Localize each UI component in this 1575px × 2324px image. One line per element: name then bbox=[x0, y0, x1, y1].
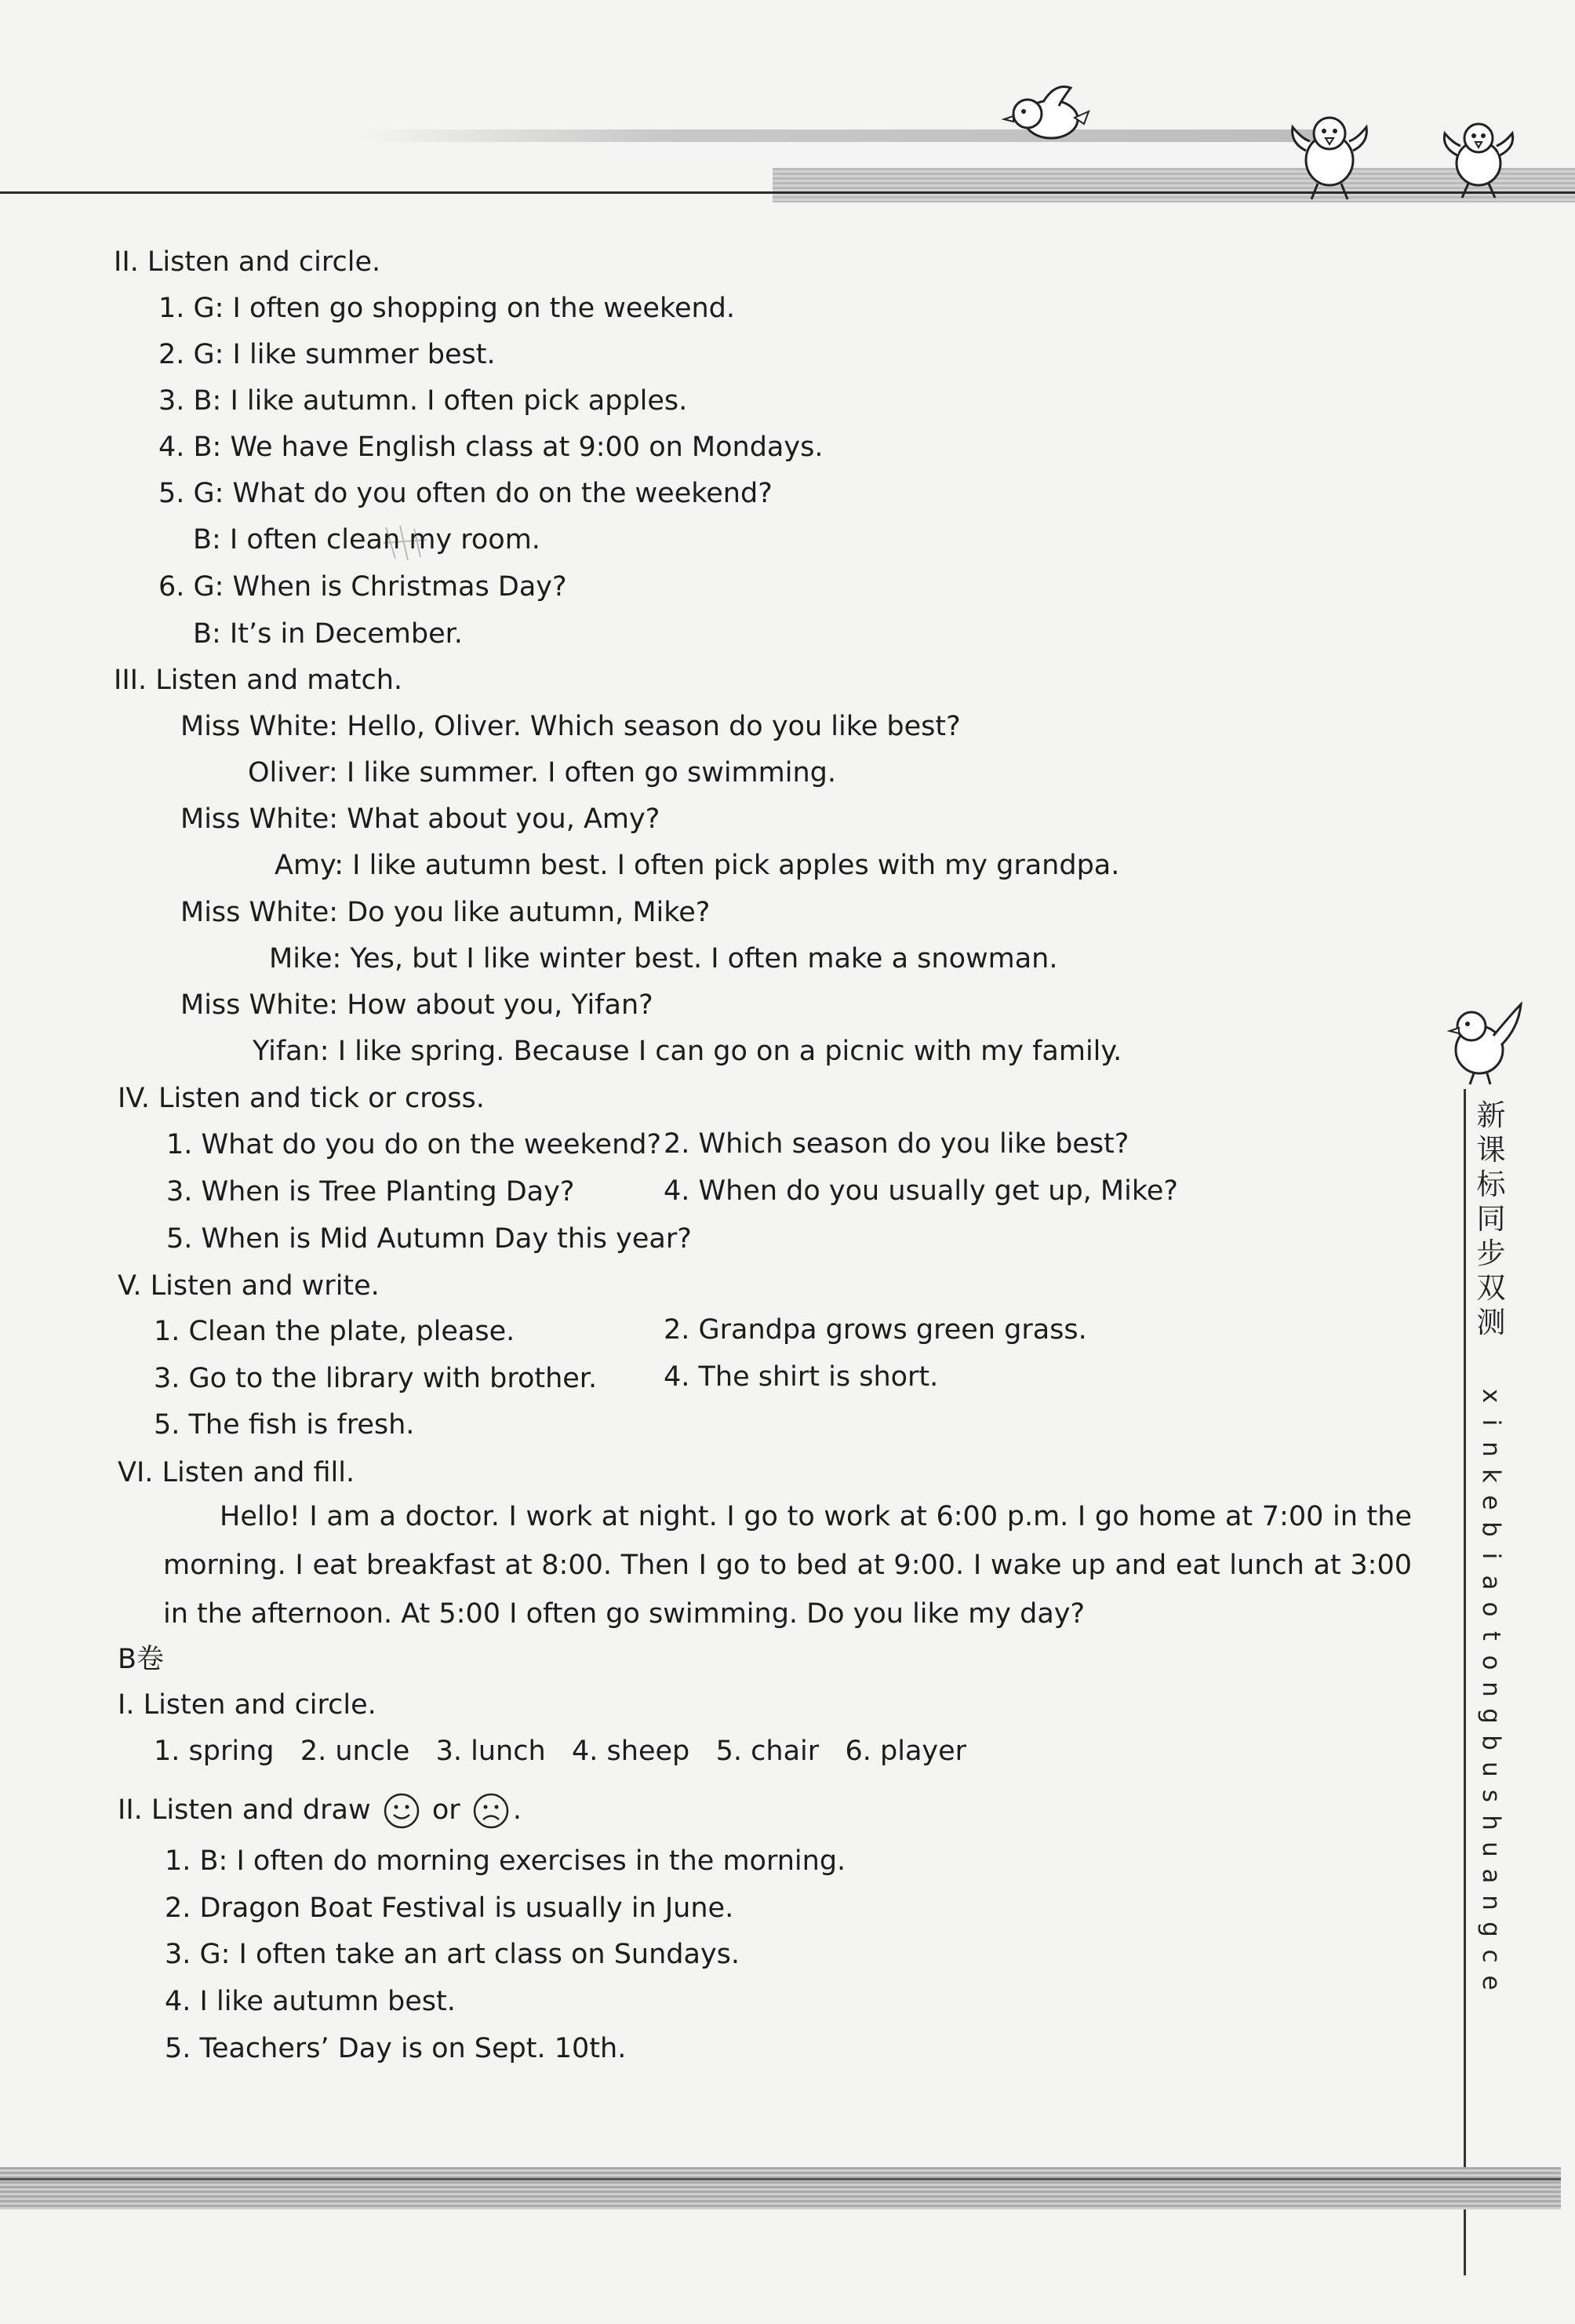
list-item: 6. G: When is Christmas Day? bbox=[158, 571, 567, 603]
side-title-chinese bbox=[1469, 1098, 1513, 1340]
side-letter: b bbox=[1477, 1735, 1505, 1750]
bird-flying-icon bbox=[996, 78, 1090, 153]
side-rule bbox=[1464, 1089, 1466, 2275]
word-list: 1. spring 2. uncle 3. lunch 4. sheep 5. chair 6. player bbox=[154, 1736, 967, 1767]
side-char: 双 bbox=[1476, 1271, 1506, 1305]
section-title: IV. Listen and tick or cross. bbox=[118, 1083, 485, 1114]
dialogue-line: Miss White: What about you, Amy? bbox=[180, 803, 660, 835]
list-item: 5. G: What do you often do on the weekend? bbox=[158, 478, 773, 509]
header-band-top bbox=[361, 129, 1333, 142]
side-letter: n bbox=[1477, 1895, 1505, 1911]
section-title: II. Listen and circle. bbox=[114, 246, 381, 278]
list-item: 3. G: I often take an art class on Sundays. bbox=[165, 1939, 740, 1970]
section-title: VI. Listen and fill. bbox=[118, 1457, 355, 1488]
bird-sitting-2-icon bbox=[1435, 110, 1522, 200]
section-title bbox=[118, 1792, 522, 1830]
list-item: 4. The shirt is short. bbox=[664, 1361, 939, 1393]
side-letter: n bbox=[1477, 1441, 1505, 1457]
side-letter: h bbox=[1477, 1815, 1505, 1830]
side-char: 同 bbox=[1476, 1202, 1506, 1236]
side-letter: i bbox=[1477, 1419, 1505, 1426]
list-item: 3. When is Tree Planting Day? bbox=[166, 1176, 575, 1208]
side-letter: g bbox=[1477, 1708, 1505, 1724]
list-item: 5. The fish is fresh. bbox=[154, 1409, 415, 1441]
section-title: III. Listen and match. bbox=[114, 665, 403, 696]
dialogue-line: Miss White: How about you, Yifan? bbox=[180, 989, 653, 1021]
section-title: V. Listen and write. bbox=[118, 1270, 380, 1302]
list-item: B: I often clean my room. bbox=[193, 524, 540, 556]
side-letter: e bbox=[1477, 1975, 1505, 1991]
footer-rule bbox=[0, 2178, 1561, 2180]
side-char: 步 bbox=[1476, 1237, 1506, 1270]
side-letter: c bbox=[1477, 1949, 1505, 1963]
side-letter: u bbox=[1477, 1841, 1505, 1857]
list-item: 1. G: I often go shopping on the weekend. bbox=[158, 293, 736, 324]
side-letter: g bbox=[1477, 1921, 1505, 1937]
side-letter: o bbox=[1477, 1601, 1505, 1617]
side-letter: e bbox=[1477, 1495, 1505, 1510]
side-bird-icon bbox=[1439, 996, 1525, 1087]
list-item: 2. G: I like summer best. bbox=[158, 339, 496, 370]
sad-face-icon bbox=[472, 1792, 510, 1830]
smiley-face-icon bbox=[383, 1792, 420, 1830]
list-item: B: It’s in December. bbox=[193, 618, 463, 650]
list-item: 1. B: I often do morning exercises in the morning. bbox=[165, 1845, 846, 1877]
list-item: 2. Grandpa grows green grass. bbox=[664, 1314, 1087, 1346]
list-item: 4. B: We have English class at 9:00 on Mondays. bbox=[158, 432, 824, 463]
side-letter: t bbox=[1477, 1630, 1505, 1641]
side-letter: u bbox=[1477, 1761, 1505, 1777]
side-letter: o bbox=[1477, 1655, 1505, 1670]
side-char: 课 bbox=[1476, 1133, 1506, 1167]
section-title: I. Listen and circle. bbox=[118, 1689, 376, 1721]
list-item: 4. When do you usually get up, Mike? bbox=[664, 1175, 1178, 1207]
period-text: . bbox=[512, 1794, 522, 1826]
list-item: 4. I like autumn best. bbox=[165, 1986, 456, 2017]
dialogue-line: Oliver: I like summer. I often go swimming. bbox=[248, 757, 836, 789]
dialogue-line: Amy: I like autumn best. I often pick apples with my grandpa. bbox=[275, 850, 1120, 881]
list-item: 2. Dragon Boat Festival is usually in June. bbox=[165, 1892, 734, 1924]
section-title-text: II. Listen and draw bbox=[118, 1794, 371, 1826]
list-item: 1. Clean the plate, please. bbox=[154, 1316, 515, 1347]
side-letter: s bbox=[1477, 1789, 1505, 1803]
side-char: 标 bbox=[1476, 1167, 1506, 1201]
list-item: 2. Which season do you like best? bbox=[664, 1128, 1129, 1160]
list-item: 5. Teachers’ Day is on Sept. 10th. bbox=[165, 2033, 627, 2064]
dialogue-line: Mike: Yes, but I like winter best. I often make a snowman. bbox=[269, 943, 1058, 974]
bird-sitting-icon bbox=[1286, 104, 1373, 202]
side-char: 测 bbox=[1476, 1306, 1506, 1339]
side-letter: k bbox=[1477, 1469, 1505, 1483]
list-item: 3. Go to the library with brother. bbox=[154, 1363, 598, 1394]
side-letter: a bbox=[1477, 1575, 1505, 1590]
side-letter: i bbox=[1477, 1552, 1505, 1560]
side-letter: n bbox=[1477, 1681, 1505, 1697]
side-char: 新 bbox=[1476, 1098, 1506, 1132]
or-text: or bbox=[431, 1794, 460, 1826]
side-letter: b bbox=[1477, 1521, 1505, 1537]
side-letter: a bbox=[1477, 1868, 1505, 1884]
dialogue-line: Miss White: Do you like autumn, Mike? bbox=[180, 897, 711, 928]
dialogue-line: Yifan: I like spring. Because I can go on a picnic with my family. bbox=[253, 1036, 1122, 1067]
side-title-pinyin bbox=[1469, 1382, 1513, 1996]
footer-band bbox=[0, 2167, 1561, 2209]
part-b-title: B卷 bbox=[118, 1644, 165, 1675]
side-letter: x bbox=[1477, 1388, 1505, 1404]
list-item: 5. When is Mid Autumn Day this year? bbox=[166, 1223, 692, 1255]
fill-paragraph: Hello! I am a doctor. I work at night. I go to work at 6:00 p.m. I go home at 7:00 in the morning. I eat breakfast at 8:00. Then I go to bed at 9:00. I wake up and eat lunch at 3:00 in the afternoon. At 5:00 I often go swimming. Do you like my day? bbox=[163, 1501, 1412, 1630]
list-item: 1. What do you do on the weekend? bbox=[166, 1129, 662, 1160]
dialogue-line: Miss White: Hello, Oliver. Which season do you like best? bbox=[180, 711, 961, 742]
list-item: 3. B: I like autumn. I often pick apples. bbox=[158, 385, 688, 417]
